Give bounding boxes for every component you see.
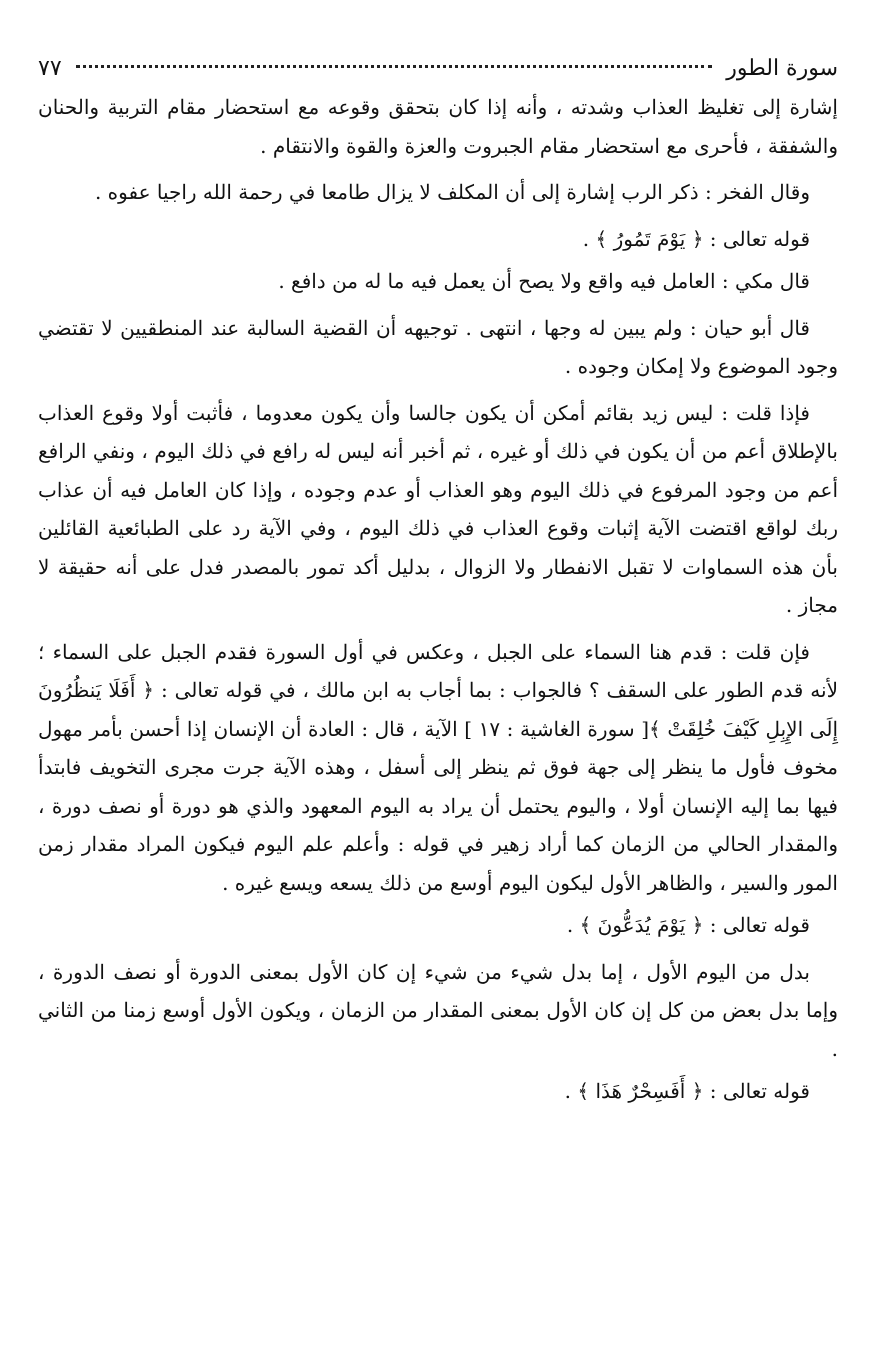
document-page xyxy=(38,48,838,1111)
surah-title: سورة الطور xyxy=(726,55,838,81)
header-dotted-leader xyxy=(76,65,713,68)
verse-heading: قوله تعالى : ﴿ أَفَسِحْرٌ هَذَا ﴾ . xyxy=(564,1079,810,1103)
paragraph-makki: قال مكي : العامل فيه واقع ولا يصح أن يعمل فيه ما له من دافع . xyxy=(278,269,810,293)
paragraph-if-said: فإذا قلت : ليس زيد بقائم أمكن أن يكون جالسا وأن يكون معدوما ، فأثبت أولا وقوع العذاب بالإطلاق أعم من أن يكون في ذلك أو غيره ، ثم أخبر أنه ليس له رافع في ذلك اليوم ، ونفي الرافع أعم من وجود المرفوع في ذلك اليوم وهو العذاب أو عدم وجوده ، وإذا كان العامل فيه أن عذاب ربك لواقع اقتضت الآية إثبات وقوع العذاب في ذلك اليوم ، وفي الآية رد على الطبائعية القائلين بأن هذه السماوات لا تقبل الانفطار ولا الزوال ، بدليل أكد تمور بالمصدر فدل على أنه حقيقة لا مجاز . xyxy=(38,400,838,617)
page-header xyxy=(38,48,838,88)
paragraph-objection: فإن قلت : قدم هنا السماء على الجبل ، وعكس في أول السورة فقدم الجبل على السماء ؛ لأنه قدم الطور على السقف ؟ فالجواب : بما أجاب به ابن مالك ، في قوله تعالى : ﴿ أَفَلَا يَنظُرُونَ إِلَى الإِبِلِ كَيْفَ خُلِقَتْ ﴾[ سورة الغاشية : ١٧ ] الآية ، قال : العادة أن الإنسان إذا أحسن بأمر مهول مخوف فأول ما ينظر إلى جهة فوق ثم ينظر إلى أسفل ، وهذه الآية جرت مجرى التخويف فابتدأ فيها بما إليه الإنسان أولا ، واليوم يحتمل أن يراد به اليوم المعهود والذي هو دورة أو نصف دورة ، والمقدار الحالي من الزمان كما أراد زهير في قوله : وأعلم علم اليوم فيكون المراد مقدار زمن المور والسير ، والظاهر الأول ليكون اليوم أوسع من ذلك يسعه ويسع غيره . xyxy=(38,639,839,895)
paragraph-fakhr: وقال الفخر : ذكر الرب إشارة إلى أن المكلف لا يزال طامعا في رحمة الله راجيا عفوه . xyxy=(94,180,810,204)
verse-heading: قوله تعالى : ﴿ يَوْمَ تَمُورُ ﴾ . xyxy=(582,226,810,251)
paragraph-badal: بدل من اليوم الأول ، إما بدل شيء من شيء إن كان الأول بمعنى الدورة أو نصف الدورة ، وإما بدل بعض من كل إن كان الأول بمعنى المقدار من الزمان ، ويكون الأول أوسع زمنا من الثاني . xyxy=(38,959,838,1061)
verse-heading: قوله تعالى : ﴿ يَوْمَ يُدَعُّونَ ﴾ . xyxy=(566,913,810,937)
page-number: ٧٧ xyxy=(38,55,62,81)
paragraph-continuation: إشارة إلى تغليظ العذاب وشدته ، وأنه إذا كان بتحقق وقوعه مع استحضار مقام التربية والحنان والشفقة ، فأحرى مع استحضار مقام الجبروت والعزة والقوة والانتقام . xyxy=(38,95,838,158)
paragraph-abu-hayyan: قال أبو حيان : ولم يبين له وجها ، انتهى . توجيهه أن القضية السالبة عند المنطقيين لا تقتضي وجود الموضوع ولا إمكان وجوده . xyxy=(38,315,838,378)
